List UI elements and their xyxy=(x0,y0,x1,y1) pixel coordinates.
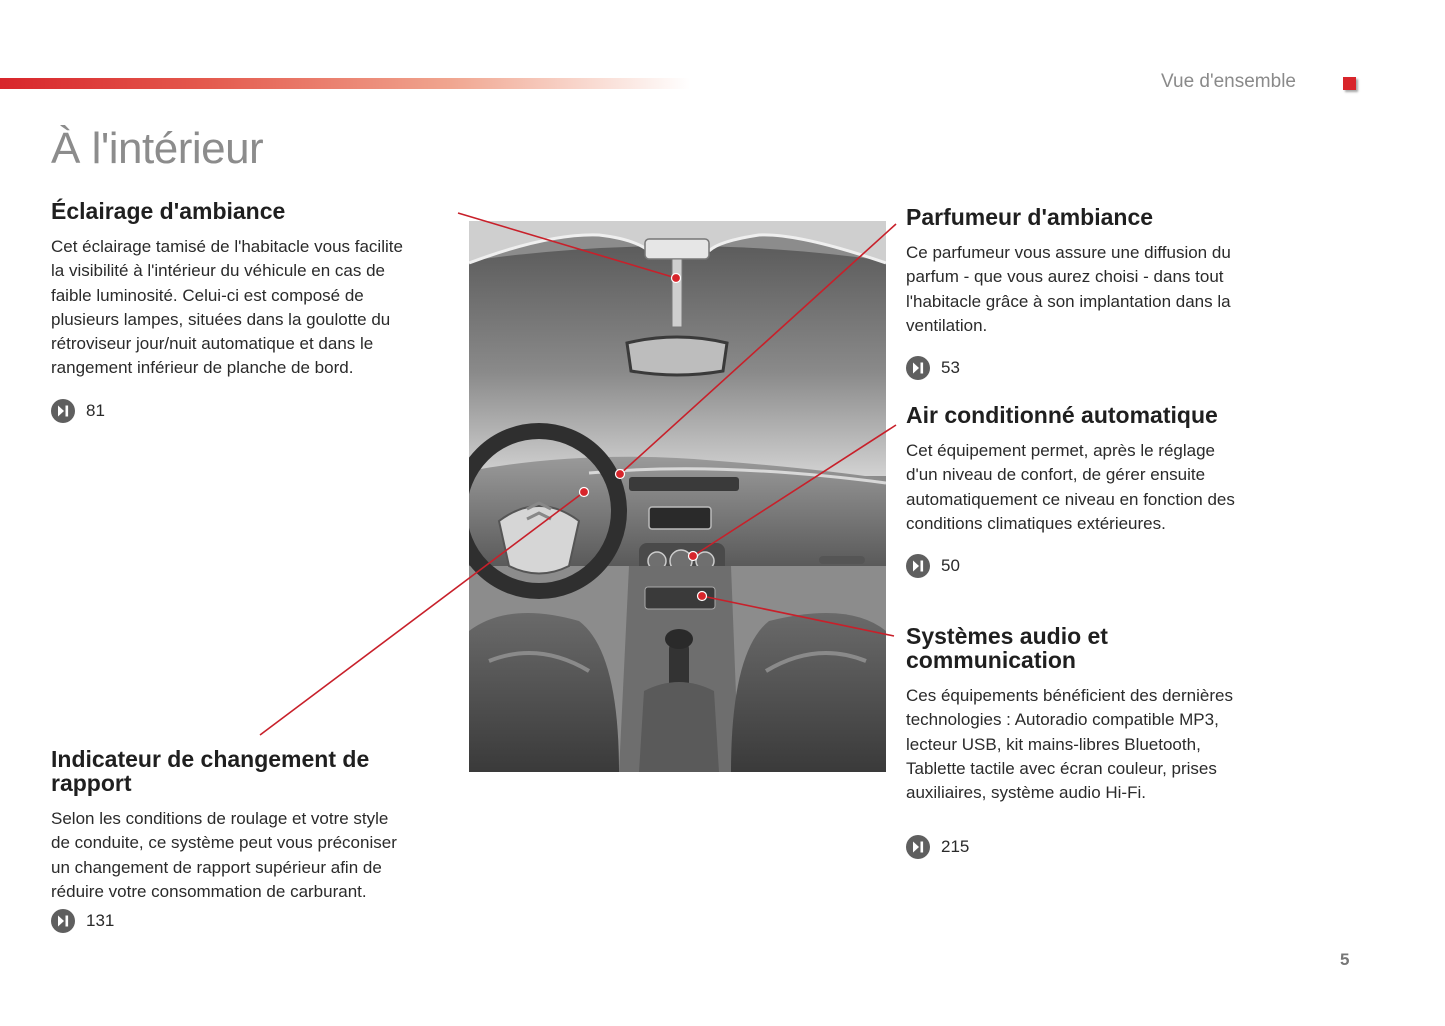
section-clim xyxy=(906,403,1306,536)
section-audio-text: Ces équipements bénéficient des dernières technologies : Autoradio compatible MP3, lecteur USB, kit mains-libres Bluetooth, Tablette tactile avec écran couleur, prises auxiliaires, système audio Hi-Fi. xyxy=(906,686,1233,803)
ref-link-parfumeur[interactable] xyxy=(906,356,960,380)
page-title: À l'intérieur xyxy=(51,124,264,173)
header-section-title: Vue d'ensemble xyxy=(1161,71,1296,92)
ref-page-number: 81 xyxy=(86,401,105,420)
section-eclairage-title: Éclairage d'ambiance xyxy=(51,198,286,224)
callout-dot-climate xyxy=(689,552,698,561)
ref-page-number: 53 xyxy=(941,358,960,377)
leader-clim xyxy=(693,425,896,556)
ref-page-number: 50 xyxy=(941,556,960,575)
section-indicateur-title: Indicateur de changement de rapport xyxy=(51,746,370,796)
leader-audio xyxy=(702,596,894,636)
section-parfumeur-title: Parfumeur d'ambiance xyxy=(906,204,1154,230)
section-clim-text: Cet équipement permet, après le réglage d'un niveau de confort, de gérer ensuite automatiquement ce niveau en fonction des conditions climatiques extérieures. xyxy=(906,441,1235,533)
callout-dot-mirror xyxy=(672,274,681,283)
leader-indicateur xyxy=(260,492,584,735)
leader-eclairage xyxy=(458,213,676,278)
ref-page-number: 131 xyxy=(86,911,115,930)
section-parfumeur-text: Ce parfumeur vous assure une diffusion du parfum - que vous aurez choisi - dans tout l'habitacle grâce à son implantation dans la ventilation. xyxy=(906,243,1231,335)
section-audio-title: Systèmes audio et communication xyxy=(906,623,1108,673)
callout-dot-vent xyxy=(616,470,625,479)
section-eclairage-text: Cet éclairage tamisé de l'habitacle vous facilite la visibilité à l'intérieur du véhicule en cas de faible luminosité. Celui-ci est composé de plusieurs lampes, situées dans la goulotte du rétroviseur jour/nuit automatique et dans le rangement inférieur de planche de bord. xyxy=(51,237,403,378)
section-indicateur-text: Selon les conditions de roulage et votre style de conduite, ce système peut vous préconiser un changement de rapport supérieur afin de réduire votre consommation de carburant. xyxy=(51,809,397,901)
next-page-icon xyxy=(906,356,930,380)
page-number: 5 xyxy=(1340,950,1350,969)
ref-link-audio[interactable] xyxy=(906,835,969,859)
callout-dot-audio xyxy=(698,592,707,601)
callout-dot-gear-indicator xyxy=(580,488,589,497)
next-page-icon xyxy=(906,835,930,859)
section-parfumeur xyxy=(906,205,1306,338)
section-audio xyxy=(906,624,1306,805)
ref-page-number: 215 xyxy=(941,837,970,856)
ref-link-clim[interactable] xyxy=(906,554,960,578)
next-page-icon xyxy=(906,554,930,578)
section-clim-title: Air conditionné automatique xyxy=(906,402,1218,428)
leader-parfumeur xyxy=(620,224,896,474)
